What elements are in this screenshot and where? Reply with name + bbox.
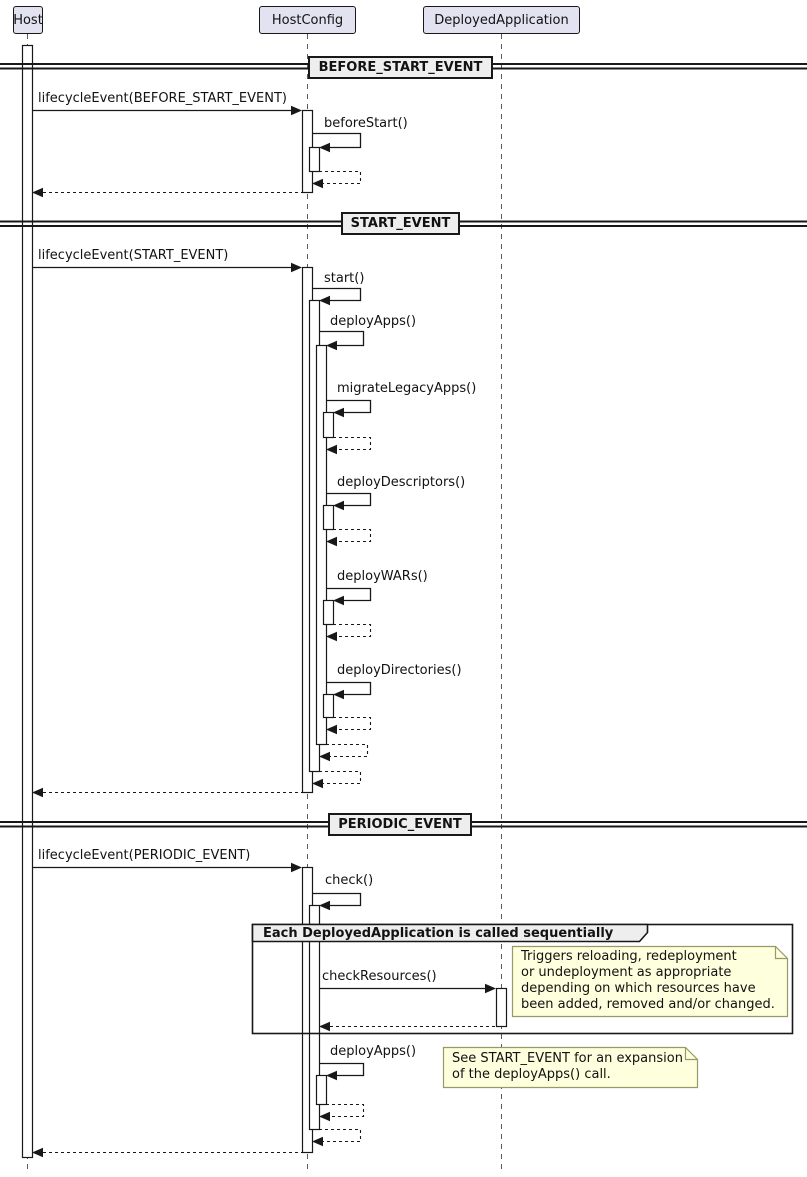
arrowhead — [291, 106, 302, 116]
group-header-label: Each DeployedApplication is called sequentially — [263, 926, 614, 941]
arrow-deploydirectories — [326, 683, 371, 695]
message-label-deploywars: deployWARs() — [337, 569, 428, 584]
note-triggers-text — [521, 949, 775, 1013]
activation-hc-before-2 — [310, 148, 320, 172]
message-label-checkresources: checkResources() — [322, 969, 437, 984]
participant-hostconfig: HostConfig — [259, 6, 356, 34]
arrowhead — [32, 1148, 43, 1158]
return-migratelegacyapps — [333, 438, 371, 450]
arrowhead — [333, 596, 344, 606]
arrowhead — [32, 788, 43, 798]
activation-host — [23, 46, 33, 1158]
arrowhead — [319, 901, 330, 911]
arrowhead — [333, 408, 344, 418]
note-line: See START_EVENT for an expansion — [452, 1051, 683, 1066]
arrowhead — [326, 632, 337, 642]
arrowhead — [319, 143, 330, 153]
return-deployapps — [326, 745, 368, 757]
message-label-lifecycle-before: lifecycleEvent(BEFORE_START_EVENT) — [38, 91, 287, 106]
message-label-migratelegacyapps: migrateLegacyApps() — [337, 381, 477, 396]
activation-hc-migrate — [324, 413, 334, 438]
arrowhead — [312, 179, 323, 189]
arrowhead — [333, 690, 344, 700]
arrow-check — [312, 894, 361, 906]
return-deploydescriptors — [333, 530, 371, 542]
arrowhead — [312, 1137, 323, 1147]
message-label-check: check() — [325, 873, 374, 888]
arrowhead — [326, 1071, 337, 1081]
divider-before-start-event: BEFORE_START_EVENT — [308, 56, 493, 79]
divider-start-event: START_EVENT — [341, 212, 460, 235]
note-line: Triggers reloading, redeployment — [521, 949, 737, 964]
arrow-beforestart — [312, 134, 361, 148]
message-label-lifecycle-start: lifecycleEvent(START_EVENT) — [38, 248, 229, 263]
message-label-beforestart: beforeStart() — [324, 116, 408, 131]
lifelines — [28, 34, 502, 1172]
note-see-start-event-text — [452, 1051, 683, 1083]
message-label-start: start() — [324, 271, 365, 286]
activation-hc-descriptors — [324, 506, 334, 530]
arrowhead — [326, 537, 337, 547]
arrow-deployapps — [319, 332, 364, 346]
note-line: of the deployApps() call. — [452, 1067, 611, 1082]
note-line: been added, removed and/or changed. — [521, 997, 775, 1012]
message-label-deployapps-periodic: deployApps() — [330, 1044, 417, 1059]
arrowhead — [319, 296, 330, 306]
arrow-migratelegacyapps — [326, 401, 371, 413]
arrowhead — [32, 188, 43, 198]
arrowhead — [326, 341, 337, 351]
activation-hc-periodic-3 — [317, 1076, 327, 1105]
arrow-deploywars — [326, 589, 371, 601]
arrow-deployapps-periodic — [319, 1064, 364, 1076]
activation-hc-directories — [324, 695, 334, 718]
arrowhead — [291, 263, 302, 273]
return-deploydirectories — [333, 718, 371, 730]
message-label-deploydirectories: deployDirectories() — [337, 663, 462, 678]
activation-da-checkresources — [497, 989, 507, 1027]
arrowhead — [326, 445, 337, 455]
note-line: or undeployment as appropriate — [521, 965, 732, 980]
arrowhead — [333, 501, 344, 511]
arrowhead — [326, 725, 337, 735]
arrowhead — [319, 1022, 330, 1032]
arrow-start — [312, 289, 361, 301]
arrow-deploydescriptors — [326, 494, 371, 506]
activation-hc-wars — [324, 601, 334, 625]
message-label-deploydescriptors: deployDescriptors() — [337, 475, 466, 490]
participant-host: Host — [13, 6, 43, 34]
participant-deployedapplication: DeployedApplication — [423, 6, 580, 34]
activation-hc-start-3 — [317, 346, 327, 745]
return-start — [319, 772, 361, 784]
arrowhead — [485, 984, 496, 994]
divider-periodic-event: PERIODIC_EVENT — [328, 813, 472, 836]
return-deployapps-periodic — [326, 1105, 364, 1117]
note-line: depending on which resources have — [521, 981, 756, 996]
return-deploywars — [333, 625, 371, 637]
message-label-lifecycle-periodic: lifecycleEvent(PERIODIC_EVENT) — [38, 848, 251, 863]
return-check — [319, 1130, 361, 1142]
return-beforestart — [319, 172, 361, 184]
divider-lines — [0, 64, 807, 827]
message-label-deployapps: deployApps() — [330, 314, 417, 329]
arrowhead — [312, 779, 323, 789]
arrowhead — [319, 752, 330, 762]
arrowhead — [319, 1112, 330, 1122]
arrowhead — [291, 863, 302, 873]
